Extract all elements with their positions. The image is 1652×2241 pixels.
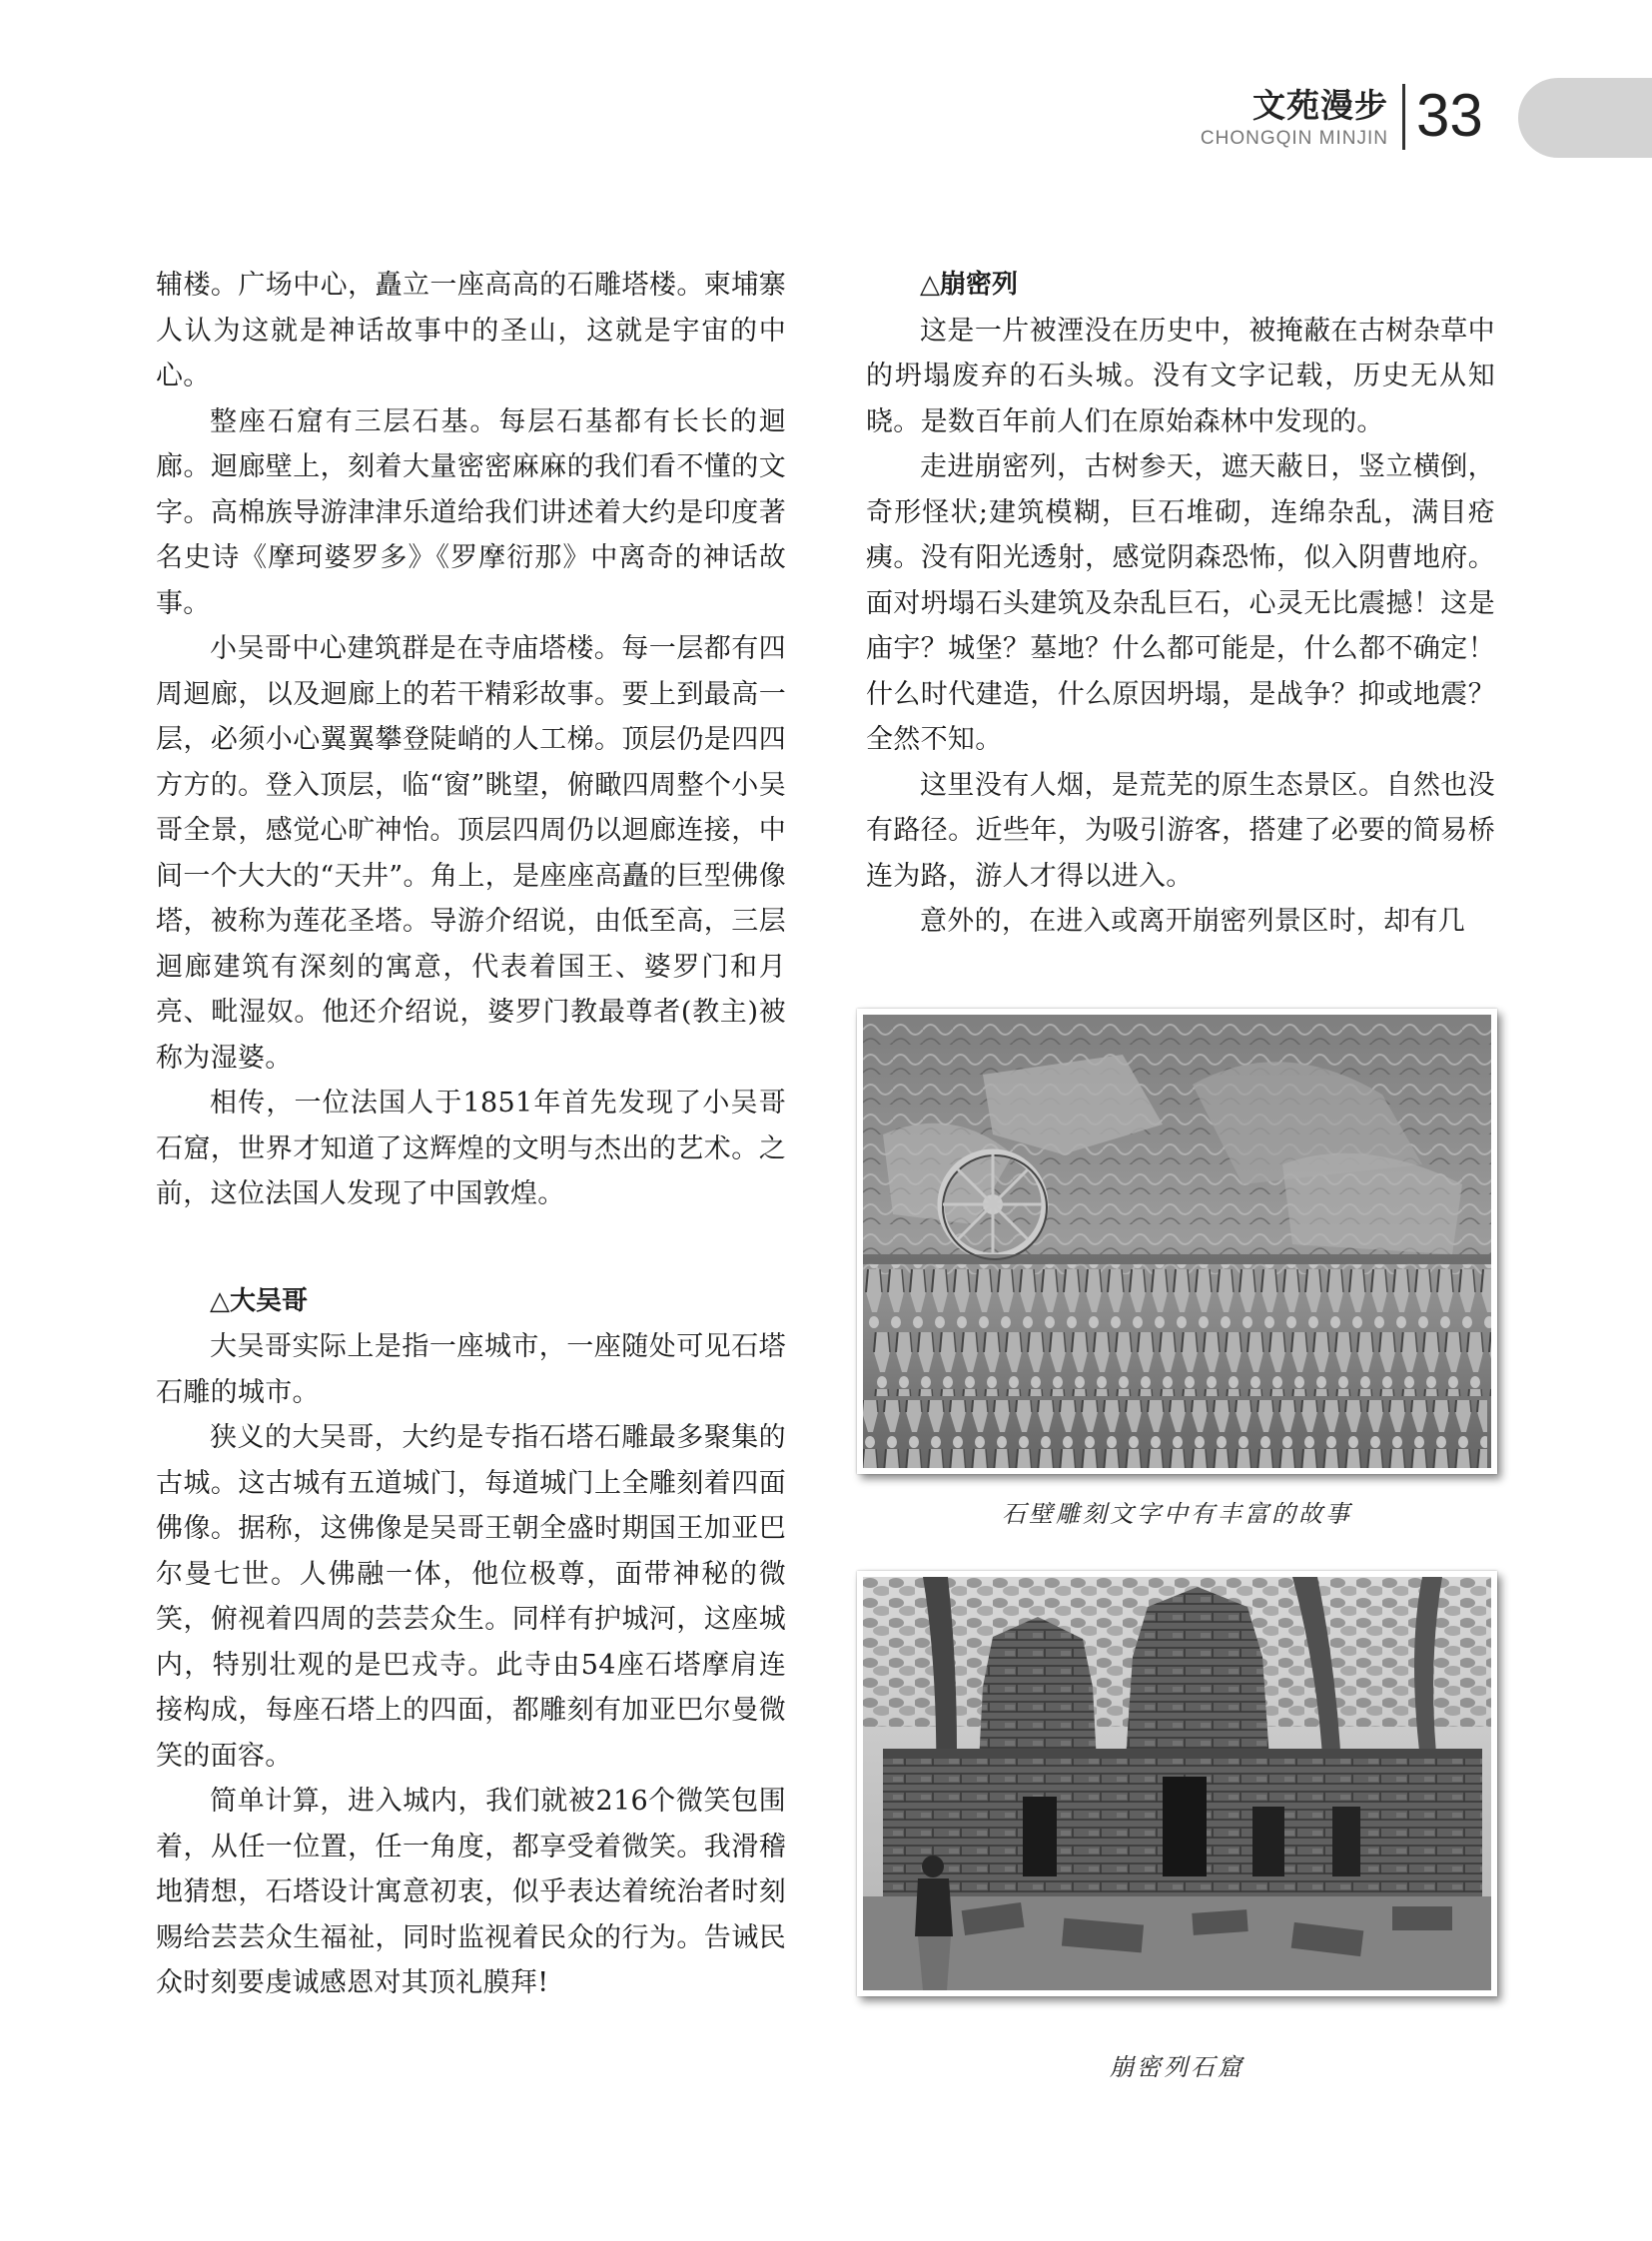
paragraph: 小吴哥中心建筑群是在寺庙塔楼。每一层都有四周迴廊，以及迴廊上的若干精彩故事。要上到最高一层，必须小心翼翼攀登陡峭的人工梯。顶层仍是四四方方的。登入顶层，临“窗”眺望，俯瞰四周整个小吴哥全景，感觉心旷神怡。顶层四周仍以迴廊连接，中间一个大大的“天井”。角上，是座座高矗的巨型佛像塔，被称为莲花圣塔。导游介绍说，由低至高，三层迴廊建筑有深刻的寓意，代表着国王、婆罗门和月亮、毗湿奴。他还介绍说，婆罗门教最尊者(教主)被称为湿婆。 bbox=[156, 633, 786, 1074]
paragraph: 辅楼。广场中心，矗立一座高高的石雕塔楼。柬埔寨人认为这就是神话故事中的圣山，这就是宇宙的中心。 bbox=[156, 270, 786, 391]
paragraph: 走进崩密列，古树参天，遮天蔽日，竖立横倒，奇形怪状;建筑模糊，巨石堆砌，连绵杂乱，满目疮痍。没有阳光透射，感觉阴森恐怖，似入阴曹地府。面对坍塌石头建筑及杂乱巨石，心灵无比震撼！这是庙宇？城堡？墓地？什么都可能是，什么都不确定！什么时代建造，什么原因坍塌，是战争？抑或地震？全然不知。 bbox=[866, 451, 1495, 755]
paragraph: 相传，一位法国人于1851年首先发现了小吴哥石窟，世界才知道了这辉煌的文明与杰出的艺术。之前，这位法国人发现了中国敦煌。 bbox=[156, 1088, 786, 1209]
paragraph: 狭义的大吴哥，大约是专指石塔石雕最多聚集的古城。这古城有五道城门，每道城门上全雕刻着四面佛像。据称，这佛像是吴哥王朝全盛时期国王加亚巴尔曼七世。人佛融一体，他位极尊，面带神秘的微笑，俯视着四周的芸芸众生。同样有护城河，这座城内，特别壮观的是巴戎寺。此寺由54座石塔摩肩连接构成，每座石塔上的四面，都雕刻有加亚巴尔曼微笑的面容。 bbox=[156, 1422, 786, 1772]
paragraph: 整座石窟有三层石基。每层石基都有长长的迴廊。迴廊壁上，刻着大量密密麻麻的我们看不懂的文字。高棉族导游津津乐道给我们讲述着大约是印度著名史诗《摩珂婆罗多》《罗摩衍那》中离奇的神话故事。 bbox=[156, 405, 786, 619]
relief-carving-photo bbox=[857, 1009, 1497, 1474]
section-heading-angkor-thom: △大吴哥 bbox=[210, 1285, 308, 1316]
figure-caption: 石壁雕刻文字中有丰富的故事 bbox=[1002, 1500, 1352, 1528]
section-heading-beng-mealea: △崩密列 bbox=[920, 270, 1018, 300]
paragraph: 大吴哥实际上是指一座城市，一座随处可见石塔石雕的城市。 bbox=[156, 1331, 786, 1408]
header-tab-decoration bbox=[1518, 78, 1652, 158]
right-column bbox=[866, 263, 1495, 945]
figure-caption: 崩密列石窟 bbox=[1110, 2053, 1244, 2081]
beng-mealea-ruins-photo bbox=[857, 1571, 1497, 1996]
paragraph: 意外的，在进入或离开崩密列景区时，却有几 bbox=[920, 906, 1465, 937]
paragraph: 这是一片被湮没在历史中，被掩蔽在古树杂草中的坍塌废弃的石头城。没有文字记载，历史无从知晓。是数百年前人们在原始森林中发现的。 bbox=[866, 315, 1495, 437]
paragraph: 这里没有人烟，是荒芜的原生态景区。自然也没有路径。近些年，为吸引游客，搭建了必要的简易桥连为路，游人才得以进入。 bbox=[866, 769, 1495, 892]
left-column bbox=[156, 263, 786, 2006]
section-subtitle: CHONGQIN MINJIN bbox=[1200, 128, 1388, 149]
header-divider bbox=[1402, 84, 1405, 150]
page-number: 33 bbox=[1416, 82, 1483, 149]
section-title: 文苑漫步 bbox=[1252, 86, 1388, 125]
paragraph: 简单计算，进入城内，我们就被216个微笑包围着，从任一位置，任一角度，都享受着微笑。我滑稽地猜想，石塔设计寓意初衷，似乎表达着统治者时刻赐给芸芸众生福祉，同时监视着民众的行为。告诫民众时刻要虔诚感恩对其顶礼膜拜! bbox=[156, 1786, 786, 1998]
